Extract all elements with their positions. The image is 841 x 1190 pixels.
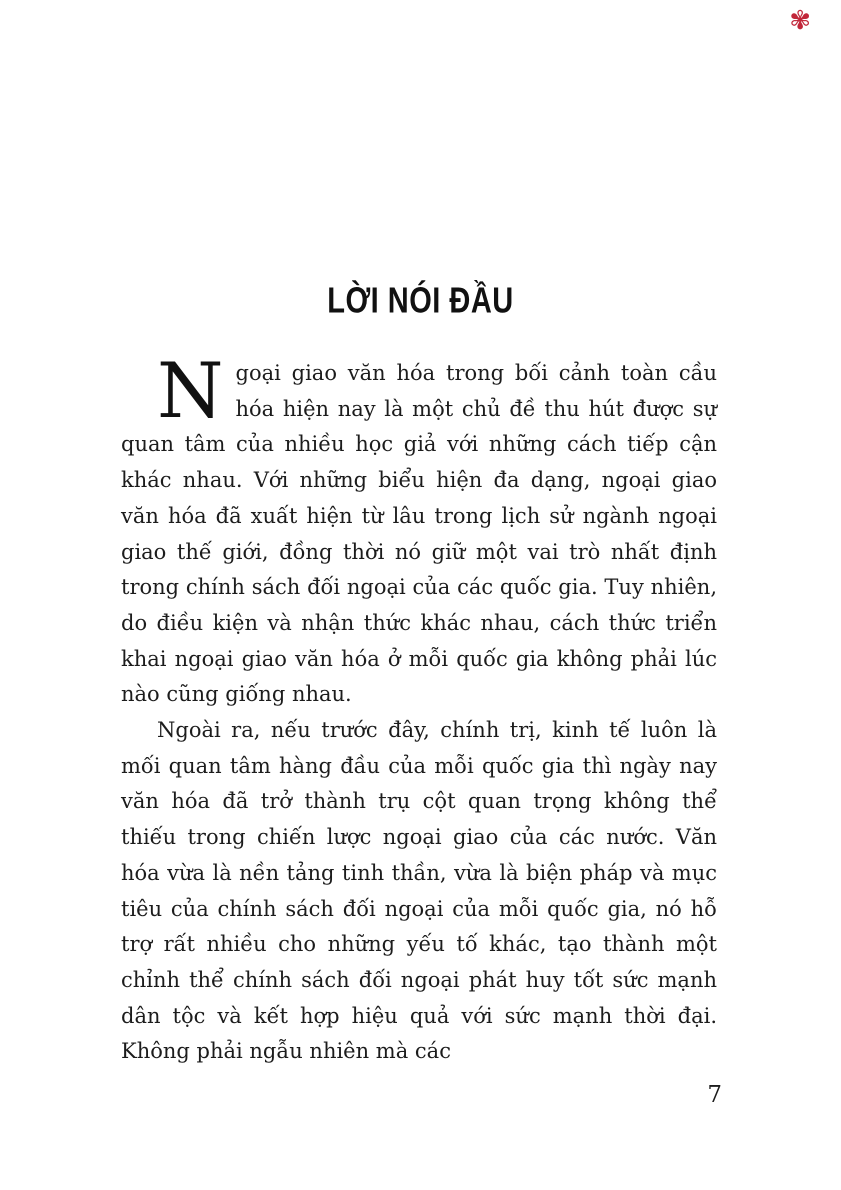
drop-cap: N [157,346,224,435]
paragraph [121,713,717,1070]
flower-icon: ✾ [789,6,811,36]
paragraph [121,346,717,713]
body-text [121,346,717,1070]
paragraph-text: Ngoài ra, nếu trước đây, chính trị, kinh tế luôn là mối quan tâm hàng đầu của mỗi quốc gia thì ngày nay văn hóa đã trở thành trụ cột quan trọng không thể thiếu trong chiến lược ngoại giao của các nước. Văn hóa vừa là nền tảng tinh thần, vừa là biện pháp và mục tiêu của chính sách đối ngoại của mỗi quốc gia, nó hỗ trợ rất nhiều cho những yếu tố khác, tạo thành một chỉnh thể chính sách đối ngoại phát huy tốt sức mạnh dân tộc và kết hợp hiệu quả với sức mạnh thời đại. Không phải ngẫu nhiên mà các [121,718,717,1064]
page-title: LỜI NÓI ĐẦU [327,281,514,322]
page-number: 7 [707,1082,722,1108]
paragraph-text: goại giao văn hóa trong bối cảnh toàn cầu hóa hiện nay là một chủ đề thu hút được sự quan tâm của nhiều học giả với những cách tiếp cận khác nhau. Với những biểu hiện đa dạng, ngoại giao văn hóa đã xuất hiện từ lâu trong lịch sử ngành ngoại giao thế giới, đồng thời nó giữ một vai trò nhất định trong chính sách đối ngoại của các quốc gia. Tuy nhiên, do điều kiện và nhận thức khác nhau, cách thức triển khai ngoại giao văn hóa ở mỗi quốc gia không phải lúc nào cũng giống nhau. [121,361,717,707]
